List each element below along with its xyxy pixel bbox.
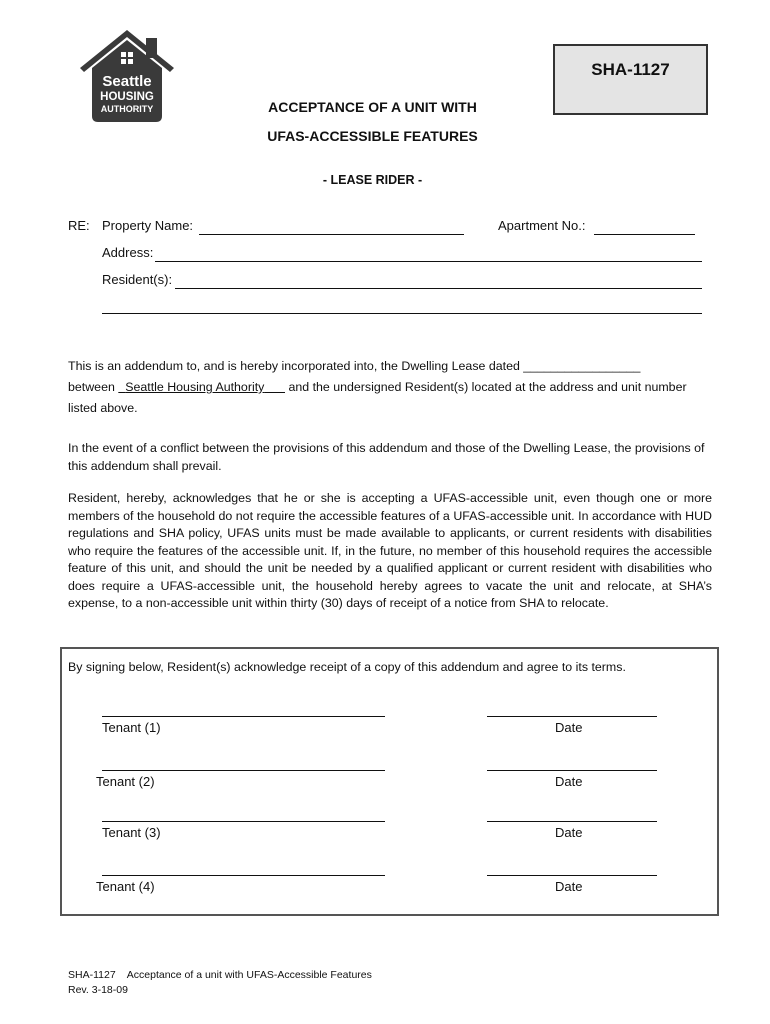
between-text: between	[68, 380, 115, 394]
property-name-label: Property Name:	[102, 218, 194, 233]
tenant-4-date-line[interactable]	[487, 875, 657, 876]
address-label: Address:	[102, 245, 154, 260]
tenant-1-date-label: Date	[555, 720, 583, 735]
signature-intro: By signing below, Resident(s) acknowledge receipt of a copy of this addendum and agree to its terms.	[68, 660, 626, 674]
tenant-3-label: Tenant (3)	[102, 825, 161, 840]
tenant-4-date-label: Date	[555, 879, 583, 894]
logo-text-seattle: Seattle	[102, 73, 152, 90]
lessor-name: Seattle Housing Authority	[125, 380, 265, 394]
tenant-2-signature-line[interactable]	[102, 770, 385, 771]
logo-text-authority: AUTHORITY	[100, 104, 154, 114]
footer-form-title: SHA-1127 Acceptance of a unit with UFAS-Accessible Features	[68, 969, 372, 981]
page-subtitle: - LEASE RIDER -	[322, 173, 423, 187]
tenant-1-label: Tenant (1)	[102, 720, 161, 735]
paragraph-addendum-line3: listed above.	[68, 401, 138, 415]
paragraph-acknowledgement: Resident, hereby, acknowledges that he or she is accepting a UFAS-accessible unit, even though one or more members of the household do not require the accessible features of a UFAS-accessible unit. In accordance with HUD regulations and SHA policy, UFAS units must be made available to applicants, or current residents with disabilities who require the features of the accessible unit. If, in the future, no member of this household requires the accessible feature of this unit, and should the unit be needed by a qualified applicant or current resident with disabilities who does require a UFAS-accessible unit, the household hereby agrees to vacate the unit and relocate, at SHA’s expense, to a non-accessible unit within thirty (30) days of receipt of a notice from SHA to relocate.	[68, 491, 712, 610]
paragraph-conflict: In the event of a conflict between the provisions of this addendum and those of the Dwelling Lease, the provisions of this addendum shall prevail.	[68, 441, 705, 473]
tenant-1-date-line[interactable]	[487, 716, 657, 717]
paragraph-addendum-line1: This is an addendum to, and is hereby incorporated into, the Dwelling Lease dated _________________	[68, 359, 641, 373]
residents-label: Resident(s):	[102, 272, 173, 287]
property-name-field[interactable]	[199, 234, 464, 235]
tenant-2-date-label: Date	[555, 774, 583, 789]
tenant-2-date-line[interactable]	[487, 770, 657, 771]
tenant-2-label: Tenant (2)	[96, 774, 155, 789]
tenant-4-label: Tenant (4)	[96, 879, 155, 894]
tenant-4-signature-line[interactable]	[102, 875, 385, 876]
re-label: RE:	[68, 218, 90, 233]
logo-text-housing: HOUSING	[100, 91, 154, 103]
apartment-no-field[interactable]	[594, 234, 695, 235]
address-field[interactable]	[155, 261, 702, 262]
tenant-3-date-line[interactable]	[487, 821, 657, 822]
apartment-no-label: Apartment No.:	[498, 218, 586, 233]
residents-field[interactable]	[175, 288, 702, 289]
form-number: SHA-1127	[591, 60, 670, 79]
page-title-line2: UFAS-ACCESSIBLE FEATURES	[267, 128, 478, 144]
page-title-line1: ACCEPTANCE OF A UNIT WITH	[268, 99, 477, 115]
paragraph-addendum-line2	[68, 379, 712, 397]
tenant-3-date-label: Date	[555, 825, 583, 840]
residents-field-line2[interactable]	[102, 313, 702, 314]
tenant-3-signature-line[interactable]	[102, 821, 385, 822]
footer-revision: Rev. 3-18-09	[68, 984, 128, 996]
addendum-continuation: and the undersigned Resident(s) located at the address and unit number	[288, 380, 687, 394]
tenant-1-signature-line[interactable]	[102, 716, 385, 717]
